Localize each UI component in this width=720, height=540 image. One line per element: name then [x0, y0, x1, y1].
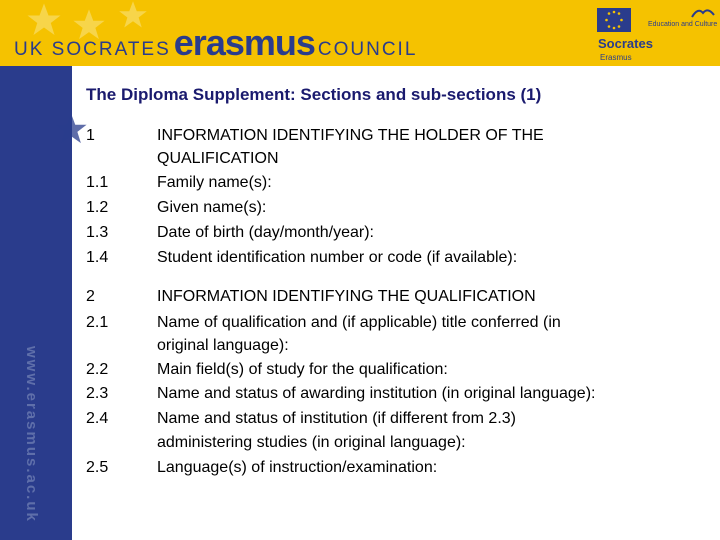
slide-title: The Diploma Supplement: Sections and sub-sections (1) — [86, 85, 542, 104]
section-text: Student identification number or code (if available): — [157, 249, 518, 266]
brand-main: erasmus — [173, 22, 315, 63]
section-text: administering studies (in original language): — [157, 434, 466, 451]
erasmus-label: Erasmus — [600, 53, 632, 62]
section-text: Name of qualification and (if applicable) title conferred (in — [157, 314, 561, 331]
section-text: Language(s) of instruction/examination: — [157, 459, 438, 476]
section-number: 2.3 — [86, 385, 109, 402]
brand-logo — [14, 22, 417, 64]
section-number: 2.2 — [86, 361, 109, 378]
section-text: Name and status of institution (if different from 2.3) — [157, 410, 516, 427]
star-icon — [54, 112, 88, 146]
star-icon — [30, 70, 70, 110]
section-text: Given name(s): — [157, 199, 267, 216]
brand-prefix: UK SOCRATES — [14, 39, 171, 60]
section-text: INFORMATION IDENTIFYING THE QUALIFICATION — [157, 288, 536, 305]
website-url — [12, 346, 40, 526]
section-text: Date of birth (day/month/year): — [157, 224, 374, 241]
section-text: original language): — [157, 337, 289, 354]
section-number: 1.1 — [86, 174, 109, 191]
brand-suffix: COUNCIL — [317, 39, 418, 60]
eu-flag-icon — [597, 8, 631, 32]
section-text: Family name(s): — [157, 174, 272, 191]
education-culture-icon — [690, 5, 716, 20]
section-text: Main field(s) of study for the qualification: — [157, 361, 448, 378]
section-text: Name and status of awarding institution (in original language): — [157, 385, 596, 402]
section-text: INFORMATION IDENTIFYING THE HOLDER OF THE — [157, 127, 544, 144]
section-number: 2.1 — [86, 314, 109, 331]
socrates-label: Socrates — [598, 36, 653, 51]
section-text: QUALIFICATION — [157, 150, 279, 167]
section-number: 1.2 — [86, 199, 109, 216]
section-number: 2.5 — [86, 459, 109, 476]
section-number: 1.4 — [86, 249, 109, 266]
education-culture-label: Education and Culture — [648, 21, 718, 28]
section-number: 2.4 — [86, 410, 109, 427]
section-number: 1 — [86, 127, 95, 144]
website-url-text: www.erasmus.ac.uk — [23, 346, 40, 523]
section-number: 1.3 — [86, 224, 109, 241]
section-number: 2 — [86, 288, 95, 305]
